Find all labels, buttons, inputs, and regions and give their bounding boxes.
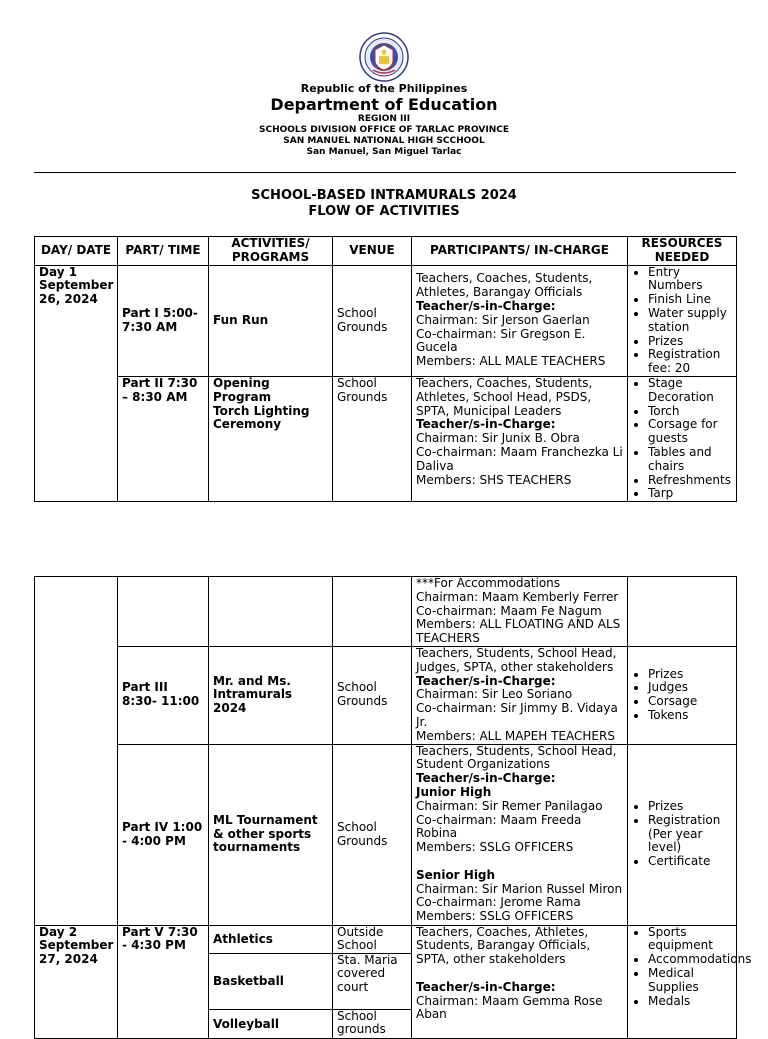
part4-time: Part IV 1:00 - 4:00 PM (118, 744, 209, 925)
part5-venues (333, 925, 412, 1038)
part1-venue: School Grounds (333, 265, 412, 376)
table-row (35, 265, 737, 376)
department-name: Department of Education (270, 95, 498, 114)
division-line: SCHOOLS DIVISION OFFICE OF TARLAC PROVINCE (259, 125, 509, 135)
part4-venue: School Grounds (333, 744, 412, 925)
list-item: • Registration (Per year level) (648, 814, 732, 855)
table-row (35, 577, 737, 647)
table-header-row (35, 237, 737, 266)
part5-resources (628, 924, 752, 1038)
schedule-table-1 (34, 236, 737, 502)
part2-activity: Opening Program Torch Lighting Ceremony (209, 376, 333, 501)
schedule-table-2 (34, 576, 752, 1039)
title-line-2: FLOW OF ACTIVITIES (308, 204, 460, 219)
table-row (35, 925, 737, 1038)
col-header-resources: RESOURCES NEEDED (628, 237, 737, 266)
part1-activity: Fun Run (209, 265, 333, 376)
part1-time: Part I 5:00-7:30 AM (118, 265, 209, 376)
address-line: San Manuel, San Miguel Tarlac (306, 147, 462, 157)
part4-resources (628, 744, 737, 925)
list-item: • Sports equipment (648, 926, 732, 954)
list-item: • Prizes (648, 668, 732, 682)
part4-activity: ML Tournament & other sports tournaments (209, 744, 333, 925)
list-item: • Stage Decoration (648, 377, 732, 405)
list-item: • Water supply station (648, 307, 732, 335)
empty-cell (333, 577, 412, 647)
col-header-venue: VENUE (333, 237, 412, 266)
part5-activities (209, 925, 333, 1038)
list-item: • Refreshments (648, 474, 732, 488)
deped-seal-icon (359, 32, 409, 82)
part1-participants: Teachers, Coaches, Students, Athletes, Barangay Officials Teacher/s-in-Charge: Chairman: Sir Jerson Gaerlan Co-chairman: Sir Gregson E. Gucela Members: ALL MALE TEACHERS (412, 265, 628, 376)
letterhead (0, 32, 768, 158)
list-item: • Accommodations (648, 953, 732, 967)
header-divider (34, 172, 736, 173)
col-header-day: DAY/ DATE (35, 237, 118, 266)
accommodations-incharge: ***For Accommodations Chairman: Maam Kemberly Ferrer Co-chairman: Maam Fe Nagum Members: ALL FLOATING AND ALS TEACHERS (412, 577, 628, 647)
list-item: • Certificate (648, 855, 732, 869)
part3-resources (628, 646, 737, 744)
list-item: • Prizes (648, 800, 732, 814)
activity-athletics: Athletics (209, 926, 332, 954)
part3-time: Part III 8:30- 11:00 (118, 646, 209, 744)
school-line: SAN MANUEL NATIONAL HIGH SCCHOOL (283, 136, 485, 146)
col-header-activities: ACTIVITIES/ PROGRAMS (209, 237, 333, 266)
col-header-participants: PARTICIPANTS/ IN-CHARGE (412, 237, 628, 266)
col-header-part: PART/ TIME (118, 237, 209, 266)
list-item: • Tarp (648, 487, 732, 501)
part2-venue: School Grounds (333, 376, 412, 501)
title-line-1: SCHOOL-BASED INTRAMURALS 2024 (251, 188, 517, 203)
republic-line: Republic of the Philippines (300, 82, 468, 95)
list-item: • Tables and chairs (648, 446, 732, 474)
part2-time: Part II 7:30 – 8:30 AM (118, 376, 209, 501)
list-item: • Torch (648, 405, 732, 419)
document-title (0, 188, 768, 220)
region-line: REGION III (357, 114, 411, 124)
activity-basketball: Basketball (209, 954, 332, 1010)
part4-participants: Teachers, Students, School Head, Student Organizations Teacher/s-in-Charge: Junior High Chairman: Sir Remer Panilagao Co-chairman: Maam Freeda Robina Members: SSLG OFFICERS Senior High Chairman: Sir Marion Russel Miron Co-chairman: Jerome Rama Members: SSLG OFFICERS (412, 744, 628, 925)
list-item: • Tokens (648, 709, 732, 723)
part2-participants: Teachers, Coaches, Students, Athletes, School Head, PSDS, SPTA, Municipal Leaders Teacher/s-in-Charge: Chairman: Sir Junix B. Obra Co-chairman: Maam Franchezka Li Daliva Members: SHS TEACHERS (412, 376, 628, 501)
list-item: • Judges (648, 681, 732, 695)
list-item: • Prizes (648, 335, 732, 349)
list-item: • Entry Numbers (648, 266, 732, 294)
list-item: • Medals (648, 995, 732, 1009)
table-row (35, 744, 737, 925)
venue-basketball: Sta. Maria covered court (333, 954, 411, 1010)
venue-volleyball: School grounds (337, 1008, 386, 1037)
list-item: • Finish Line (648, 293, 732, 307)
table-row (35, 646, 737, 744)
table-row (35, 376, 737, 501)
list-item: • Corsage (648, 695, 732, 709)
part3-venue: School Grounds (333, 646, 412, 744)
part5-time: Part V 7:30 - 4:30 PM (118, 925, 209, 1038)
activity-volleyball: Volleyball (213, 1016, 279, 1031)
day1-date: Day 1 September 26, 2024 (35, 265, 118, 502)
part3-activity: Mr. and Ms. Intramurals 2024 (209, 646, 333, 744)
part3-participants: Teachers, Students, School Head, Judges, SPTA, other stakeholders Teacher/s-in-Charge: Chairman: Sir Leo Soriano Co-chairman: Sir Jimmy B. Vidaya Jr. Members: ALL MAPEH TEACHERS (412, 646, 628, 744)
empty-cell (209, 577, 333, 647)
day2-date: Day 2 September 27, 2024 (35, 925, 118, 1038)
venue-athletics: Outside School (333, 926, 411, 954)
part1-resources (628, 265, 737, 376)
list-item: • Corsage for guests (648, 418, 732, 446)
list-item: • Medical Supplies (648, 967, 732, 995)
empty-cell (118, 577, 209, 647)
list-item: • Registration fee: 20 (648, 348, 732, 376)
empty-cell (628, 577, 737, 647)
part5-participants: Teachers, Coaches, Athletes, Students, Barangay Officials, SPTA, other stakeholders Teacher/s-in-Charge: Chairman: Maam Gemma Rose Aban (412, 925, 628, 1038)
part2-resources (628, 376, 737, 501)
day1-continued-date (35, 577, 118, 926)
